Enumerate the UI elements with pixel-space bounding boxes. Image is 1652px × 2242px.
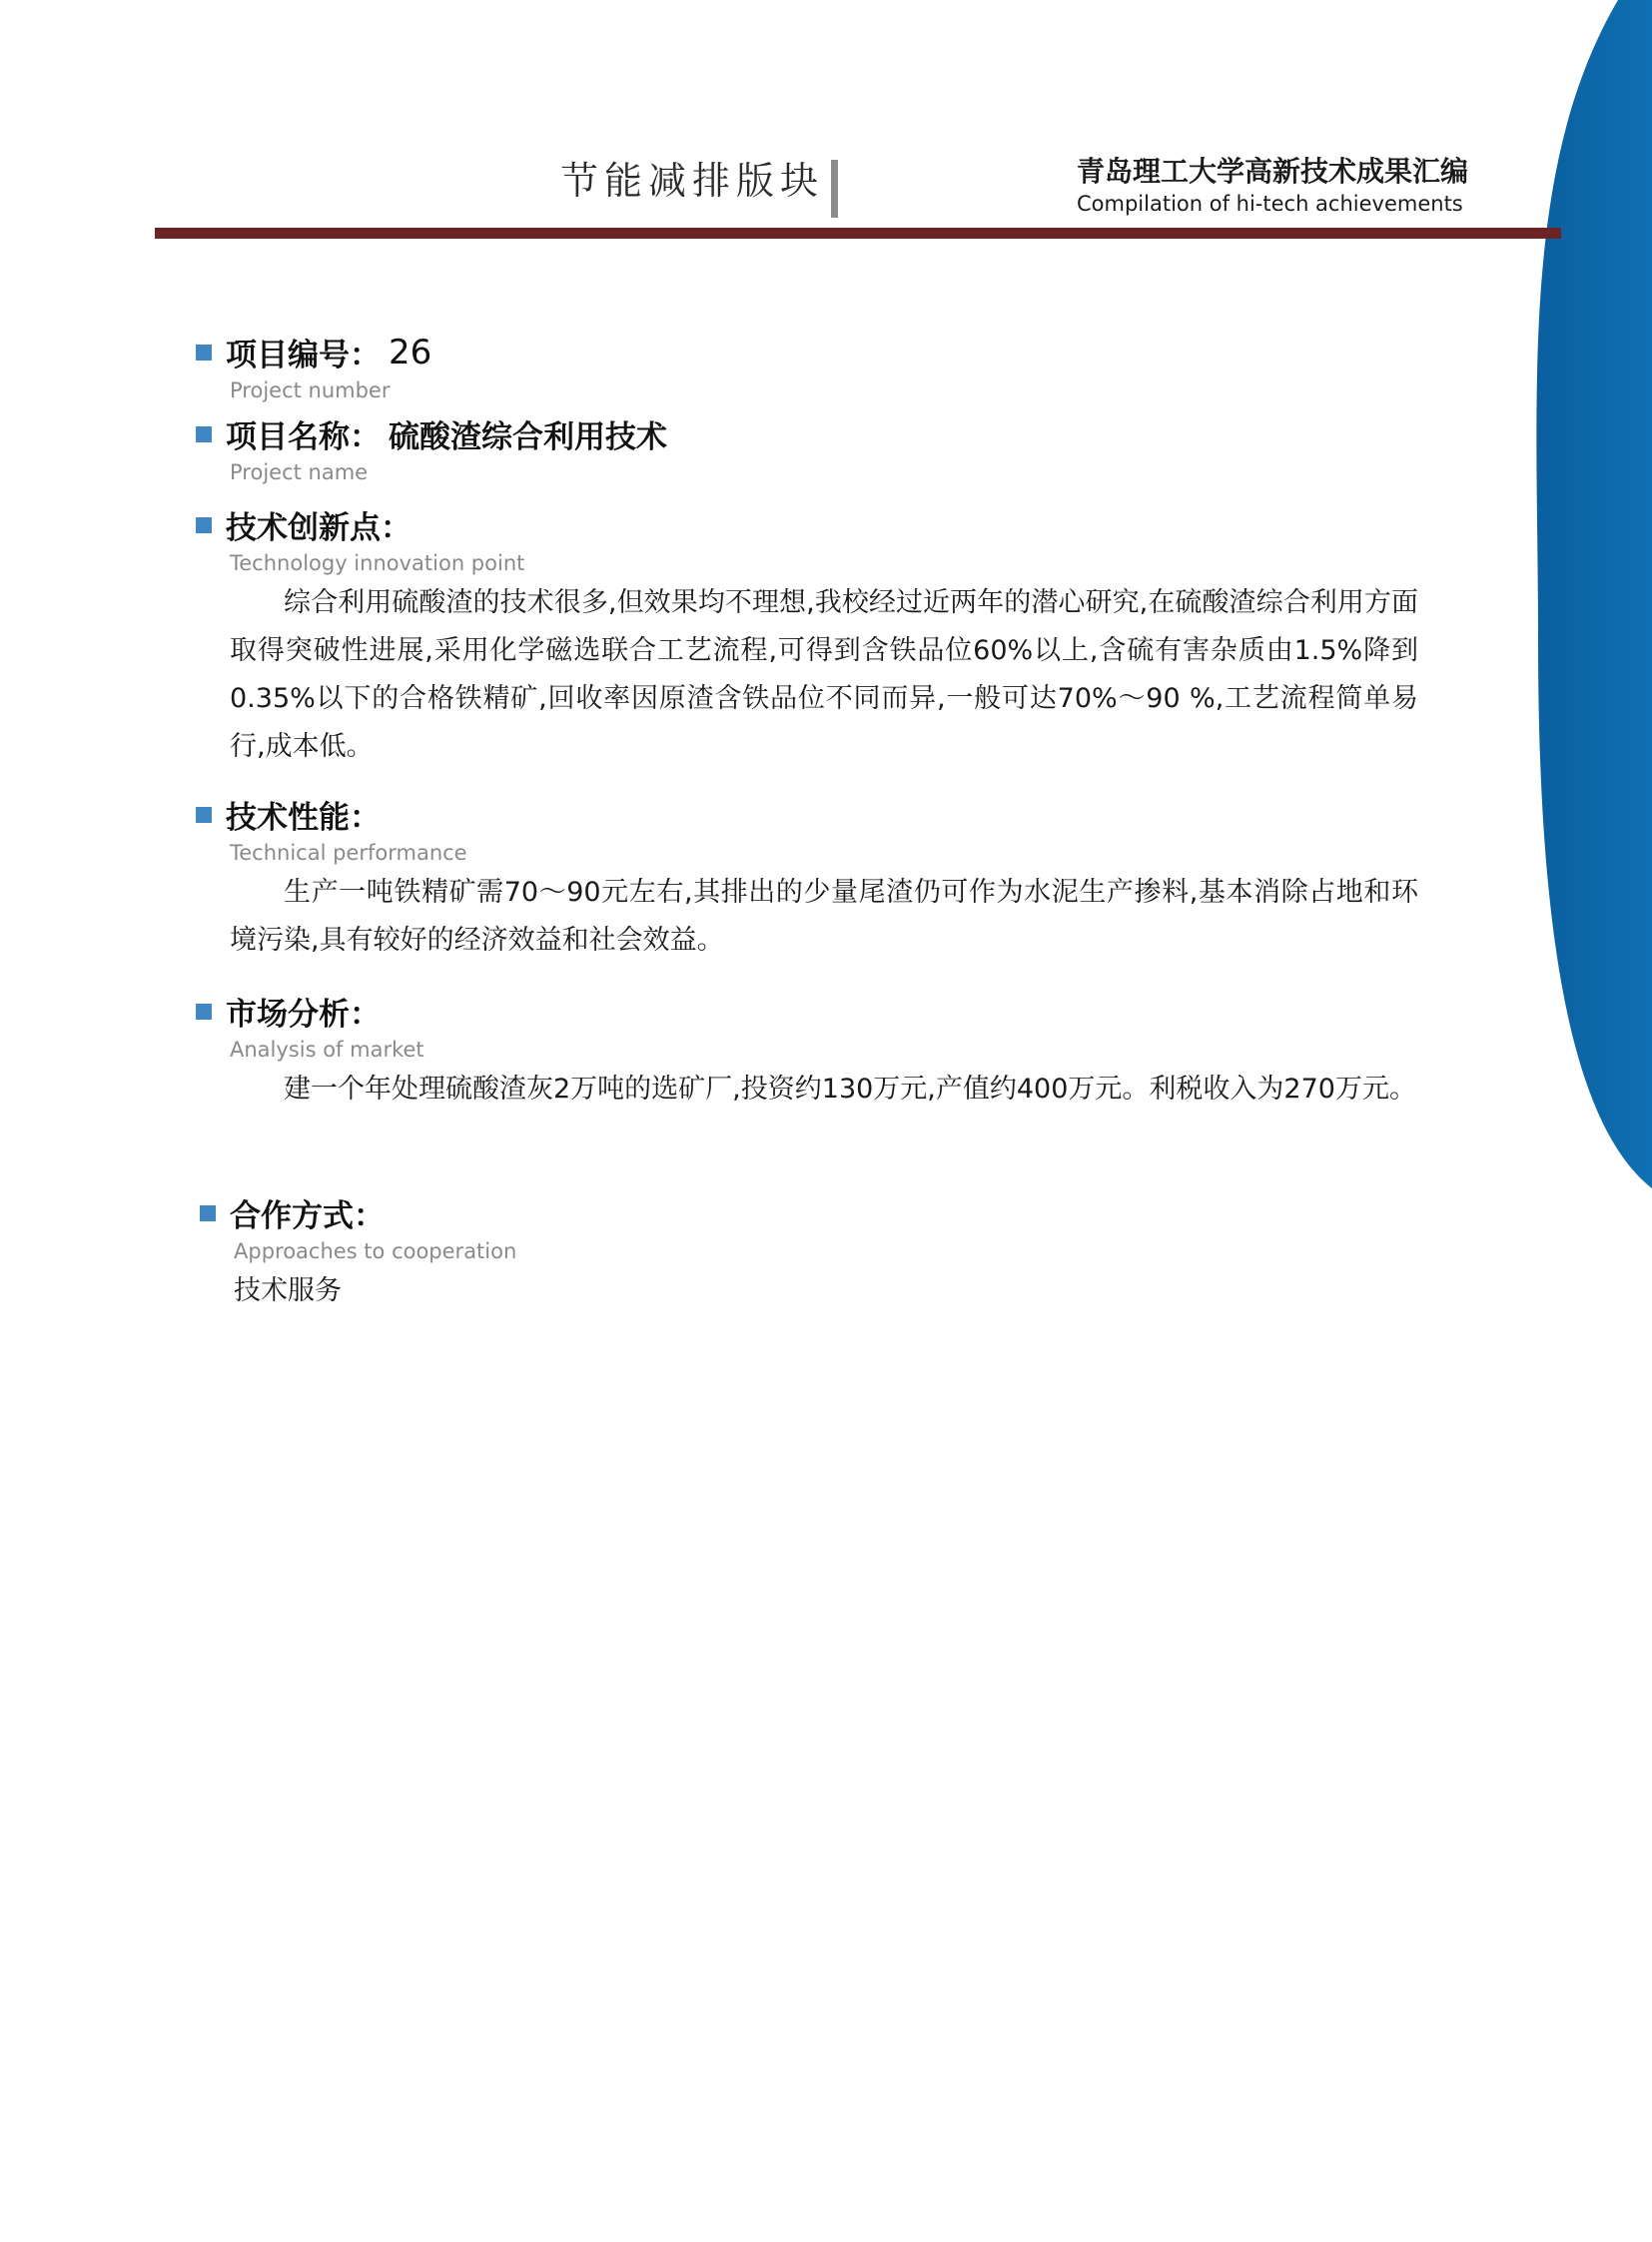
header-divider xyxy=(831,160,838,218)
cooperation-section xyxy=(200,1190,1458,1315)
square-bullet-icon xyxy=(196,517,212,533)
performance-section xyxy=(196,792,1454,965)
innovation-body: 综合利用硫酸渣的技术很多,但效果均不理想,我校经过近两年的潜心研究,在硫酸渣综合利用方面取得突破性进展,采用化学磁选联合工艺流程,可得到含铁品位60%以上,含硫有害杂质由1.5%降到0.35%以下的合格铁精矿,回收率因原渣含铁品位不同而异,一般可达70%～90 %,工艺流程简单易行,成本低。 xyxy=(230,587,1418,762)
market-body: 建一个年处理硫酸渣灰2万吨的选矿厂,投资约130万元,产值约400万元。利税收入为270万元。 xyxy=(284,1074,1416,1105)
cooperation-label: 合作方式： xyxy=(230,1198,385,1234)
project-number-value: 26 xyxy=(389,332,432,373)
square-bullet-icon xyxy=(196,426,212,442)
project-number-section xyxy=(196,330,1454,402)
square-bullet-icon xyxy=(196,1004,212,1020)
performance-label: 技术性能： xyxy=(226,800,381,836)
performance-label-en: Technical performance xyxy=(230,841,467,865)
header-org-chinese: 青岛理工大学高新技术成果汇编 xyxy=(1077,155,1469,188)
square-bullet-icon xyxy=(200,1205,216,1221)
performance-body: 生产一吨铁精矿需70～90元左右,其排出的少量尾渣仍可作为水泥生产掺料,基本消除占地和环境污染,具有较好的经济效益和社会效益。 xyxy=(230,877,1418,956)
section-title: 节能减排版块 xyxy=(559,159,824,203)
header-rule xyxy=(155,228,1561,239)
innovation-label: 技术创新点： xyxy=(226,510,412,546)
project-number-label: 项目编号： xyxy=(226,338,381,374)
project-name-label-en: Project name xyxy=(230,460,369,484)
innovation-section xyxy=(196,502,1454,771)
project-name-section xyxy=(196,411,1454,484)
market-section xyxy=(196,989,1454,1114)
cooperation-body: 技术服务 xyxy=(234,1275,342,1306)
cooperation-label-en: Approaches to cooperation xyxy=(234,1239,517,1263)
square-bullet-icon xyxy=(196,807,212,823)
header-org-english: Compilation of hi-tech achievements xyxy=(1077,192,1463,216)
market-label-en: Analysis of market xyxy=(230,1038,424,1062)
market-label: 市场分析： xyxy=(226,997,381,1033)
innovation-label-en: Technology innovation point xyxy=(230,551,525,575)
project-number-label-en: Project number xyxy=(230,378,391,402)
square-bullet-icon xyxy=(196,345,212,361)
project-name-value: 硫酸渣综合利用技术 xyxy=(389,419,667,455)
project-name-label: 项目名称： xyxy=(226,419,381,455)
